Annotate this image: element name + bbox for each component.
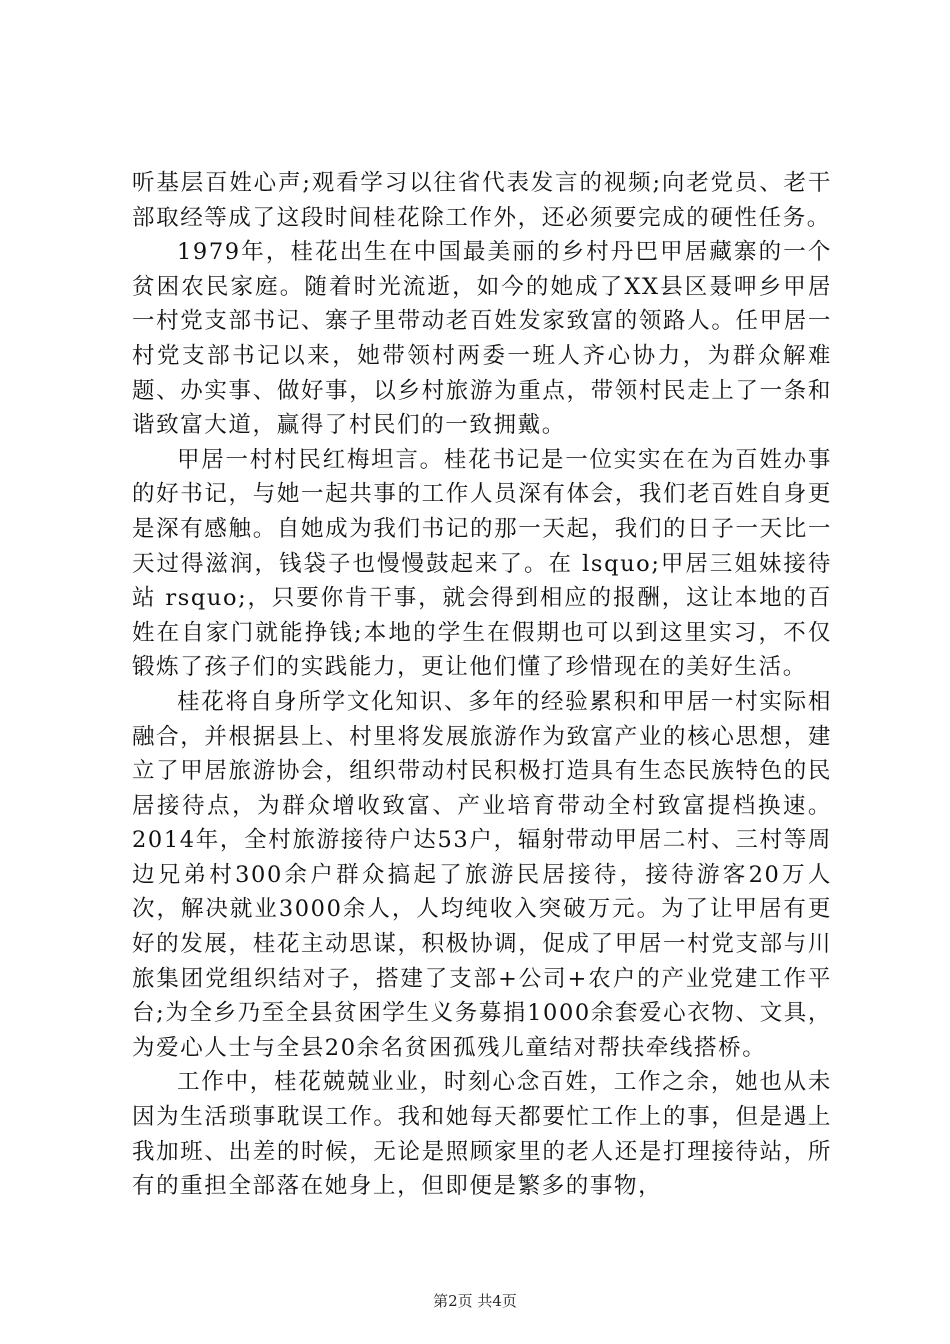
paragraph: 桂花将自身所学文化知识、多年的经验累积和甲居一村实际相融合，并根据县上、村里将发展旅游作为致富产业的核心思想，建立了甲居旅游协会，组织带动村民积极打造具有生态民族特色的民居接待点，为群众增收致富、产业培育带动全村致富提档换速。2014年，全村旅游接待户达53户，辐射带动甲居二村、三村等周边兄弟村300余户群众搞起了旅游民居接待，接待游客20万人次，解决就业3000余人，人均纯收入突破万元。为了让甲居有更好的发展，桂花主动思谋，积极协调，促成了甲居一村党支部与川旅集团党组织结对子，搭建了支部+公司+农户的产业党建工作平台;为全乡乃至全县贫困学生义务募捐1000余套爱心衣物、文具，为爱心人士与全县20余名贫困孤残儿童结对帮扶牵线搭桥。 (132, 688, 832, 1061)
paragraph: 工作中，桂花兢兢业业，时刻心念百姓，工作之余，她也从未因为生活琐事耽误工作。我和她每天都要忙工作上的事，但是遇上我加班、出差的时候，无论是照顾家里的老人还是打理接待站，所有的重担全部落在她身上，但即便是繁多的事物， (132, 1069, 832, 1200)
body-text (132, 166, 832, 1204)
page-number-footer: 第2页 共4页 (433, 1292, 517, 1310)
paragraph: 1979年，桂花出生在中国最美丽的乡村丹巴甲居藏寨的一个贫困农民家庭。随着时光流逝，如今的她成了XX县区聂呷乡甲居一村党支部书记、寨子里带动老百姓发家致富的领路人。任甲居一村党支部书记以来，她带领村两委一班人齐心协力，为群众解难题、办实事、做好事，以乡村旅游为重点，带领村民走上了一条和谐致富大道，赢得了村民们的一致拥戴。 (132, 239, 832, 439)
paragraph-continued: 听基层百姓心声;观看学习以往省代表发言的视频;向老党员、老干部取经等成了这段时间桂花除工作外，还必须要完成的硬性任务。 (132, 170, 832, 231)
paragraph: 甲居一村村民红梅坦言。桂花书记是一位实实在在为百姓办事的好书记，与她一起共事的工作人员深有体会，我们老百姓自身更是深有感触。自她成为我们书记的那一天起，我们的日子一天比一天过得滋润，钱袋子也慢慢鼓起来了。在 lsquo;甲居三姐妹接待站 rsquo;，只要你肯干事，就会得到相应的报酬，这让本地的百姓在自家门就能挣钱;本地的学生在假期也可以到这里实习，不仅锻炼了孩子们的实践能力，更让他们懂了珍惜现在的美好生活。 (132, 446, 832, 681)
